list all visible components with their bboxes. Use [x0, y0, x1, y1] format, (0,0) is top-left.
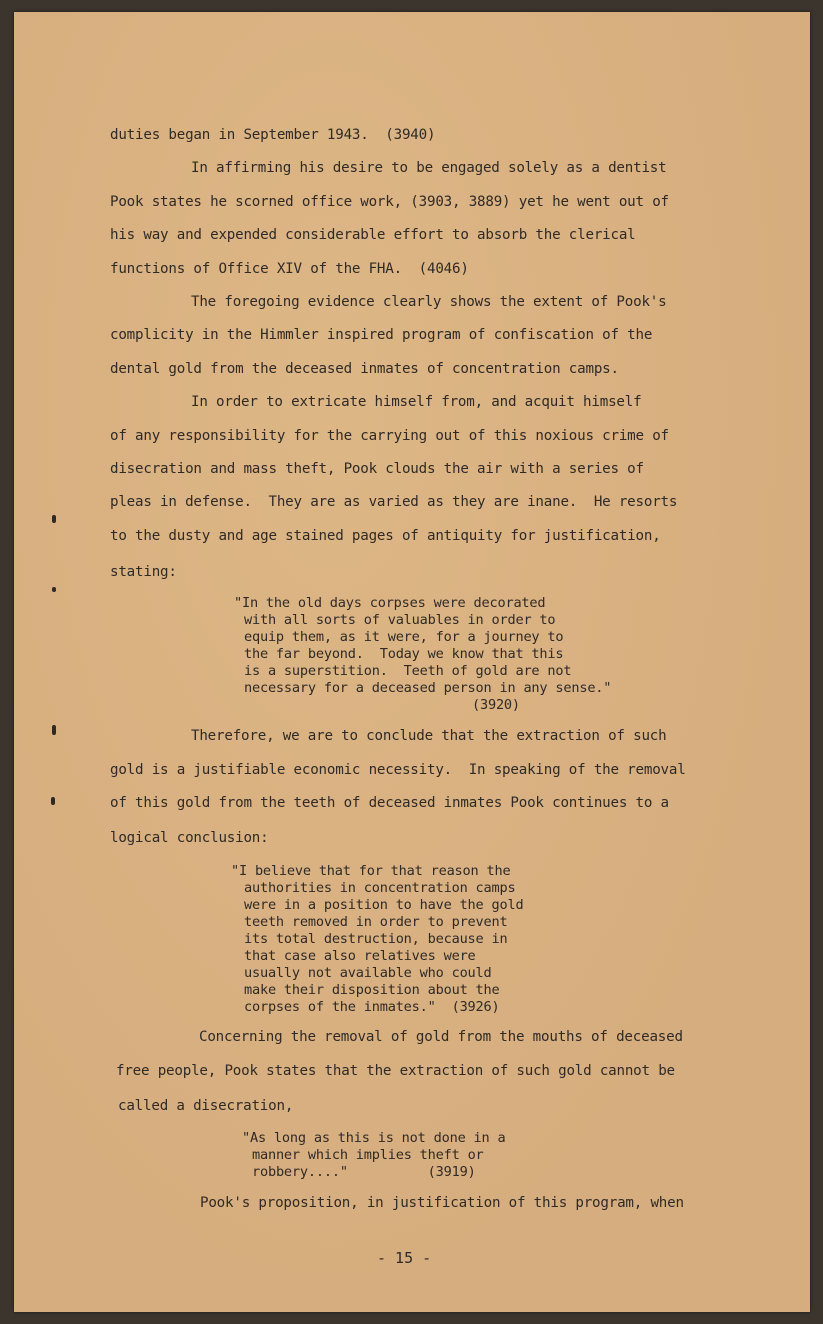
text-line: In affirming his desire to be engaged solely as a dentist — [191, 160, 667, 176]
text-line: Therefore, we are to conclude that the extraction of such — [191, 728, 667, 744]
quote-line: authorities in concentration camps — [244, 880, 516, 896]
text-line: called a disecration, — [118, 1098, 294, 1114]
quote-line: the far beyond. Today we know that this — [244, 646, 564, 662]
text-line: of any responsibility for the carrying out of this noxious crime of — [110, 428, 669, 444]
page-number: - 15 - — [377, 1249, 432, 1267]
margin-mark — [52, 725, 56, 735]
quote-line: robbery...." (3919) — [252, 1164, 476, 1180]
text-line: free people, Pook states that the extraction of such gold cannot be — [116, 1063, 675, 1079]
text-line: Pook states he scorned office work, (3903, 3889) yet he went out of — [110, 194, 669, 210]
quote-line: its total destruction, because in — [244, 931, 508, 947]
text-line: functions of Office XIV of the FHA. (4046) — [110, 261, 469, 277]
text-line: of this gold from the teeth of deceased inmates Pook continues to a — [110, 795, 669, 811]
quote-line: is a superstition. Teeth of gold are not — [244, 663, 572, 679]
quote-line: with all sorts of valuables in order to — [244, 612, 556, 628]
text-line: logical conclusion: — [110, 830, 269, 846]
quote-line: equip them, as it were, for a journey to — [244, 629, 564, 645]
text-line: duties began in September 1943. (3940) — [110, 127, 436, 143]
text-line: Concerning the removal of gold from the mouths of deceased — [199, 1029, 683, 1045]
quote-line: corpses of the inmates." (3926) — [244, 999, 500, 1015]
quote-citation: (3920) — [472, 697, 520, 713]
document-page — [14, 12, 810, 1312]
text-line: dental gold from the deceased inmates of concentration camps. — [110, 361, 619, 377]
quote-line: teeth removed in order to prevent — [244, 914, 508, 930]
text-line: The foregoing evidence clearly shows the extent of Pook's — [191, 294, 667, 310]
margin-mark — [51, 797, 55, 805]
text-line: Pook's proposition, in justification of this program, when — [200, 1195, 684, 1211]
quote-line: that case also relatives were — [244, 948, 476, 964]
quote-line: "As long as this is not done in a — [242, 1130, 506, 1146]
text-line: pleas in defense. They are as varied as they are inane. He resorts — [110, 494, 678, 510]
quote-line: necessary for a deceased person in any sense." — [244, 680, 612, 696]
quote-line: "In the old days corpses were decorated — [234, 595, 546, 611]
margin-mark — [52, 515, 56, 523]
quote-line: usually not available who could — [244, 965, 492, 981]
text-line: complicity in the Himmler inspired program of confiscation of the — [110, 327, 653, 343]
text-line: his way and expended considerable effort to absorb the clerical — [110, 227, 636, 243]
quote-line: were in a position to have the gold — [244, 897, 524, 913]
text-line: stating: — [110, 564, 177, 580]
margin-mark — [52, 587, 56, 592]
quote-line: make their disposition about the — [244, 982, 500, 998]
text-line: to the dusty and age stained pages of antiquity for justification, — [110, 528, 661, 544]
text-line: disecration and mass theft, Pook clouds the air with a series of — [110, 461, 644, 477]
text-line: gold is a justifiable economic necessity. In speaking of the removal — [110, 762, 686, 778]
quote-line: manner which implies theft or — [252, 1147, 484, 1163]
text-line: In order to extricate himself from, and acquit himself — [191, 394, 642, 410]
quote-line: "I believe that for that reason the — [231, 863, 511, 879]
